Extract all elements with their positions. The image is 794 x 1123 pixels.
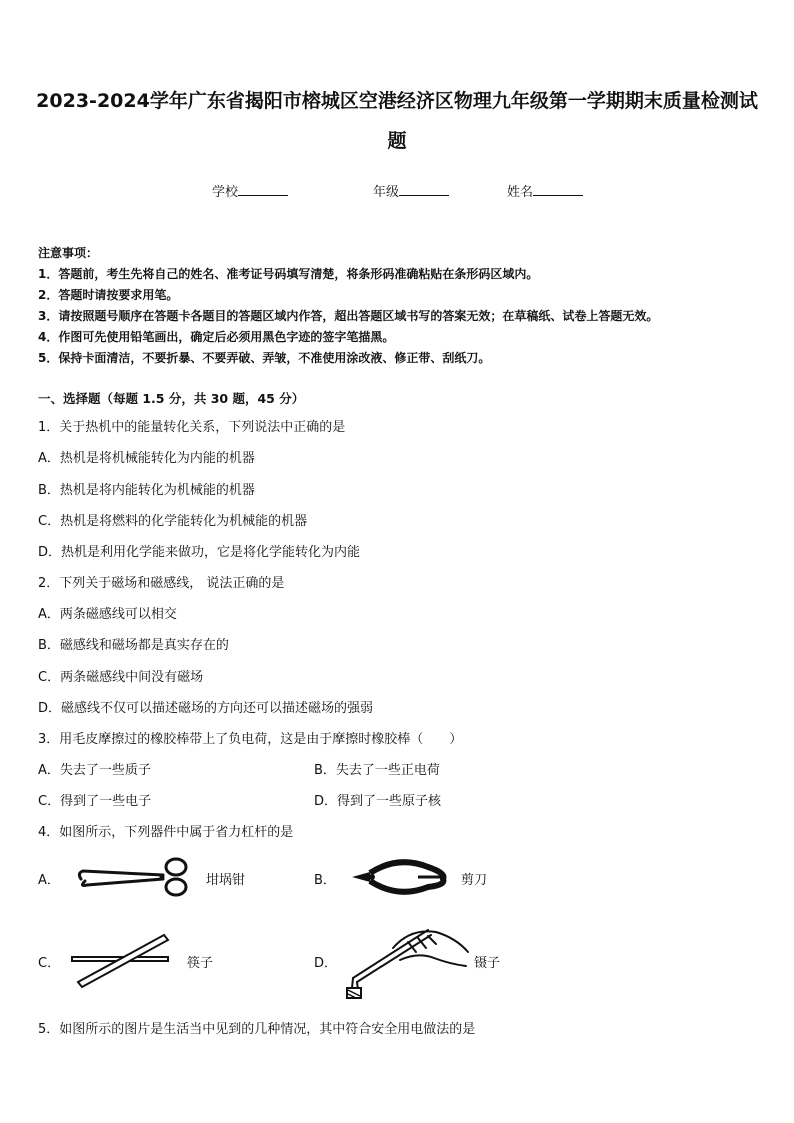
- note-item: 3．请按照题号顺序在答题卡各题目的答题区域内作答，超出答题区域书写的答案无效；在草稿纸、试卷上答题无效。: [38, 309, 659, 323]
- school-label: 学校: [212, 185, 239, 200]
- q1-option-a: A．热机是将机械能转化为内能的机器: [38, 451, 255, 466]
- q4-option-b-letter: B．: [314, 873, 336, 888]
- note-item: 1．答题前，考生先将自己的姓名、准考证号码填写清楚，将条形码准确粘贴在条形码区域内。: [38, 267, 539, 281]
- q4-option-a-label: 坩埚钳: [206, 873, 246, 888]
- q4-option-b-label: 剪刀: [461, 873, 488, 888]
- q4-stem: 4．如图所示，下列器件中属于省力杠杆的是: [38, 825, 294, 840]
- q3-option-d: D．得到了一些原子核: [314, 794, 442, 809]
- q1-option-d: D．热机是利用化学能来做功，它是将化学能转化为内能: [38, 545, 361, 560]
- chopsticks-icon: [70, 930, 175, 990]
- scissors-icon: [348, 857, 453, 897]
- q1-stem: 1．关于热机中的能量转化关系，下列说法中正确的是: [38, 420, 346, 435]
- tweezers-icon: [338, 918, 473, 1003]
- q1-option-c: C．热机是将燃料的化学能转化为机械能的机器: [38, 514, 308, 529]
- q2-option-c: C．两条磁感线中间没有磁场: [38, 670, 204, 685]
- q1-option-b: B．热机是将内能转化为机械能的机器: [38, 483, 255, 498]
- note-item: 5．保持卡面清洁，不要折暴、不要弄破、弄皱，不准使用涂改液、修正带、刮纸刀。: [38, 351, 491, 365]
- q5-stem: 5．如图所示的图片是生活当中见到的几种情况，其中符合安全用电做法的是: [38, 1022, 476, 1037]
- exam-title: 2023-2024学年广东省揭阳市榕城区空港经济区物理九年级第一学期期末质量检测试: [36, 90, 758, 112]
- q4-option-d-label: 镊子: [474, 956, 501, 971]
- note-item: 4．作图可先使用铅笔画出，确定后必须用黑色字迹的签字笔描黑。: [38, 330, 395, 344]
- grade-blank: [399, 182, 449, 196]
- q2-option-d: D．磁感线不仅可以描述磁场的方向还可以描述磁场的强弱: [38, 701, 374, 716]
- q3-option-a: A．失去了一些质子: [38, 763, 151, 778]
- q2-stem: 2．下列关于磁场和磁感线， 说法正确的是: [38, 576, 285, 591]
- q3-option-b: B．失去了一些正电荷: [314, 763, 440, 778]
- school-field: [212, 181, 288, 200]
- q2-option-a: A．两条磁感线可以相交: [38, 607, 177, 622]
- crucible-tongs-icon: [75, 853, 200, 898]
- name-field: [507, 181, 583, 200]
- grade-field: [373, 181, 449, 200]
- notes-heading: 注意事项：: [38, 246, 99, 260]
- name-label: 姓名: [507, 185, 534, 200]
- note-item: 2．答题时请按要求用笔。: [38, 288, 179, 302]
- q4-option-a-letter: A．: [38, 873, 60, 888]
- q3-stem: 3．用毛皮摩擦过的橡胶棒带上了负电荷，这是由于摩擦时橡胶棒（ ）: [38, 732, 463, 747]
- q3-option-c: C．得到了一些电子: [38, 794, 152, 809]
- name-blank: [533, 182, 583, 196]
- exam-title-cont: 题: [387, 130, 407, 152]
- q4-option-c-label: 筷子: [187, 956, 214, 971]
- section-heading: 一、选择题（每题 1.5 分，共 30 题，45 分）: [38, 391, 305, 406]
- school-blank: [238, 182, 288, 196]
- q4-option-d-letter: D．: [314, 956, 338, 971]
- q2-option-b: B．磁感线和磁场都是真实存在的: [38, 638, 229, 653]
- grade-label: 年级: [373, 185, 400, 200]
- q4-option-c-letter: C．: [38, 956, 61, 971]
